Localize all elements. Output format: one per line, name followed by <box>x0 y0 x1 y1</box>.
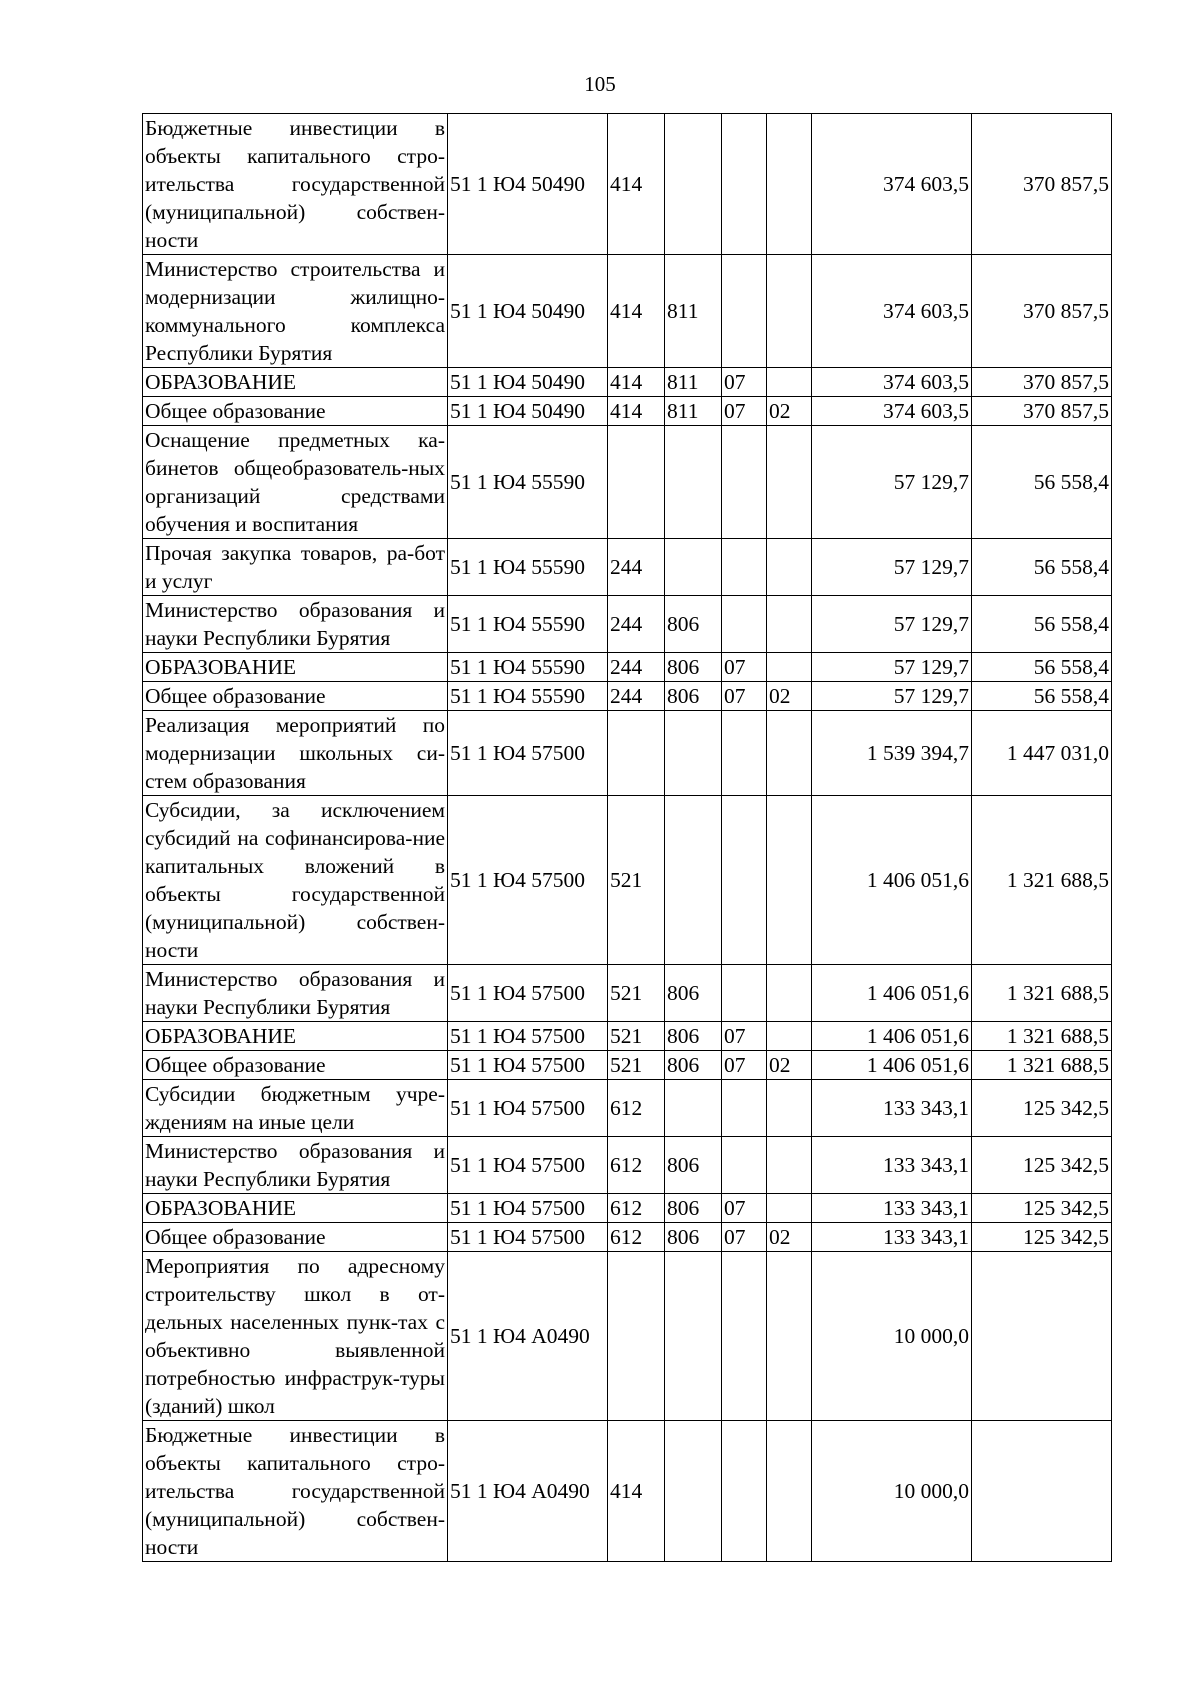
target-code-cell: 51 1 Ю4 55590 <box>448 653 608 682</box>
expense-type-cell: 414 <box>608 255 665 368</box>
amount-year2-cell: 125 342,5 <box>972 1080 1112 1137</box>
subsection-cell <box>767 1252 812 1421</box>
target-code-cell: 51 1 Ю4 55590 <box>448 596 608 653</box>
section-cell <box>722 539 767 596</box>
amount-year2-cell: 370 857,5 <box>972 368 1112 397</box>
amount-year2-cell: 1 321 688,5 <box>972 1022 1112 1051</box>
target-code-cell: 51 1 Ю4 57500 <box>448 965 608 1022</box>
amount-year1-cell: 374 603,5 <box>812 255 972 368</box>
table-row <box>143 965 1112 1022</box>
row-name-cell: Министерство образования и науки Республики Бурятия <box>143 1137 448 1194</box>
section-cell <box>722 796 767 965</box>
ministry-code-cell: 806 <box>665 1223 722 1252</box>
ministry-code-cell <box>665 1080 722 1137</box>
section-cell: 07 <box>722 1022 767 1051</box>
subsection-cell <box>767 255 812 368</box>
target-code-cell: 51 1 Ю4 57500 <box>448 1080 608 1137</box>
table-row <box>143 255 1112 368</box>
table-row <box>143 711 1112 796</box>
table-row <box>143 1421 1112 1562</box>
table-row <box>143 1137 1112 1194</box>
table-row <box>143 114 1112 255</box>
subsection-cell <box>767 368 812 397</box>
table-row <box>143 1252 1112 1421</box>
ministry-code-cell: 811 <box>665 255 722 368</box>
table-row <box>143 426 1112 539</box>
expense-type-cell: 414 <box>608 1421 665 1562</box>
amount-year1-cell: 10 000,0 <box>812 1252 972 1421</box>
ministry-code-cell <box>665 1252 722 1421</box>
amount-year1-cell: 57 129,7 <box>812 539 972 596</box>
target-code-cell: 51 1 Ю4 57500 <box>448 796 608 965</box>
ministry-code-cell: 806 <box>665 682 722 711</box>
row-name-cell: Реализация мероприятий по модернизации школьных си-стем образования <box>143 711 448 796</box>
subsection-cell <box>767 426 812 539</box>
row-name-cell: ОБРАЗОВАНИЕ <box>143 653 448 682</box>
table-row <box>143 1223 1112 1252</box>
amount-year1-cell: 57 129,7 <box>812 596 972 653</box>
amount-year1-cell: 1 406 051,6 <box>812 1022 972 1051</box>
target-code-cell: 51 1 Ю4 50490 <box>448 255 608 368</box>
amount-year2-cell <box>972 1421 1112 1562</box>
amount-year1-cell: 57 129,7 <box>812 682 972 711</box>
amount-year2-cell: 370 857,5 <box>972 255 1112 368</box>
target-code-cell: 51 1 Ю4 55590 <box>448 426 608 539</box>
section-cell: 07 <box>722 397 767 426</box>
section-cell <box>722 255 767 368</box>
row-name-cell: Субсидии бюджетным учре-ждениям на иные цели <box>143 1080 448 1137</box>
row-name-cell: Мероприятия по адресному строительству школ в от-дельных населенных пунк-тах с объективно выявленной потребностью инфраструк-туры (зданий) школ <box>143 1252 448 1421</box>
amount-year1-cell: 57 129,7 <box>812 426 972 539</box>
section-cell <box>722 965 767 1022</box>
target-code-cell: 51 1 Ю4 57500 <box>448 1223 608 1252</box>
amount-year2-cell: 125 342,5 <box>972 1223 1112 1252</box>
section-cell <box>722 1080 767 1137</box>
expense-type-cell: 521 <box>608 1022 665 1051</box>
amount-year2-cell: 370 857,5 <box>972 397 1112 426</box>
amount-year2-cell <box>972 1252 1112 1421</box>
table-row <box>143 539 1112 596</box>
amount-year2-cell: 1 321 688,5 <box>972 1051 1112 1080</box>
amount-year1-cell: 133 343,1 <box>812 1223 972 1252</box>
ministry-code-cell <box>665 711 722 796</box>
subsection-cell <box>767 796 812 965</box>
target-code-cell: 51 1 Ю4 А0490 <box>448 1421 608 1562</box>
section-cell <box>722 114 767 255</box>
subsection-cell: 02 <box>767 397 812 426</box>
target-code-cell: 51 1 Ю4 50490 <box>448 397 608 426</box>
amount-year1-cell: 57 129,7 <box>812 653 972 682</box>
amount-year1-cell: 133 343,1 <box>812 1080 972 1137</box>
subsection-cell <box>767 1137 812 1194</box>
table-row <box>143 1194 1112 1223</box>
section-cell <box>722 1421 767 1562</box>
expense-type-cell: 521 <box>608 965 665 1022</box>
row-name-cell: Общее образование <box>143 1051 448 1080</box>
budget-table <box>142 113 1112 1562</box>
row-name-cell: Общее образование <box>143 1223 448 1252</box>
amount-year2-cell: 125 342,5 <box>972 1137 1112 1194</box>
amount-year1-cell: 133 343,1 <box>812 1194 972 1223</box>
section-cell: 07 <box>722 682 767 711</box>
row-name-cell: Общее образование <box>143 682 448 711</box>
row-name-cell: Министерство образования и науки Республики Бурятия <box>143 596 448 653</box>
subsection-cell <box>767 1022 812 1051</box>
amount-year2-cell: 56 558,4 <box>972 653 1112 682</box>
expense-type-cell: 521 <box>608 796 665 965</box>
ministry-code-cell: 806 <box>665 596 722 653</box>
row-name-cell: Субсидии, за исключением субсидий на софинансирова-ние капитальных вложений в объекты государственной (муниципальной) собствен-ности <box>143 796 448 965</box>
subsection-cell <box>767 539 812 596</box>
ministry-code-cell <box>665 796 722 965</box>
expense-type-cell: 414 <box>608 368 665 397</box>
subsection-cell: 02 <box>767 1223 812 1252</box>
section-cell <box>722 1137 767 1194</box>
subsection-cell <box>767 653 812 682</box>
amount-year2-cell: 1 447 031,0 <box>972 711 1112 796</box>
target-code-cell: 51 1 Ю4 50490 <box>448 114 608 255</box>
target-code-cell: 51 1 Ю4 55590 <box>448 539 608 596</box>
table-row <box>143 1051 1112 1080</box>
subsection-cell <box>767 1194 812 1223</box>
expense-type-cell: 612 <box>608 1080 665 1137</box>
section-cell: 07 <box>722 1194 767 1223</box>
expense-type-cell: 244 <box>608 596 665 653</box>
amount-year2-cell: 370 857,5 <box>972 114 1112 255</box>
amount-year2-cell: 1 321 688,5 <box>972 796 1112 965</box>
budget-table-body <box>143 114 1112 1562</box>
amount-year1-cell: 1 406 051,6 <box>812 965 972 1022</box>
ministry-code-cell: 811 <box>665 368 722 397</box>
row-name-cell: Общее образование <box>143 397 448 426</box>
table-row <box>143 1080 1112 1137</box>
ministry-code-cell <box>665 1421 722 1562</box>
subsection-cell: 02 <box>767 682 812 711</box>
amount-year2-cell: 1 321 688,5 <box>972 965 1112 1022</box>
expense-type-cell: 612 <box>608 1137 665 1194</box>
row-name-cell: Бюджетные инвестиции в объекты капитального стро-ительства государственной (муниципальной) собствен-ности <box>143 1421 448 1562</box>
table-row <box>143 653 1112 682</box>
table-row <box>143 796 1112 965</box>
expense-type-cell: 244 <box>608 653 665 682</box>
ministry-code-cell: 806 <box>665 1022 722 1051</box>
target-code-cell: 51 1 Ю4 57500 <box>448 1051 608 1080</box>
row-name-cell: Оснащение предметных ка-бинетов общеобразователь-ных организаций средствами обучения и воспитания <box>143 426 448 539</box>
amount-year1-cell: 1 406 051,6 <box>812 1051 972 1080</box>
amount-year2-cell: 125 342,5 <box>972 1194 1112 1223</box>
ministry-code-cell: 806 <box>665 653 722 682</box>
section-cell: 07 <box>722 368 767 397</box>
table-row <box>143 596 1112 653</box>
ministry-code-cell: 811 <box>665 397 722 426</box>
row-name-cell: ОБРАЗОВАНИЕ <box>143 368 448 397</box>
subsection-cell <box>767 596 812 653</box>
row-name-cell: Министерство строительства и модернизации жилищно-коммунального комплекса Республики Бурятия <box>143 255 448 368</box>
row-name-cell: ОБРАЗОВАНИЕ <box>143 1022 448 1051</box>
amount-year1-cell: 374 603,5 <box>812 114 972 255</box>
subsection-cell <box>767 114 812 255</box>
amount-year2-cell: 56 558,4 <box>972 426 1112 539</box>
table-row <box>143 1022 1112 1051</box>
section-cell <box>722 711 767 796</box>
amount-year2-cell: 56 558,4 <box>972 596 1112 653</box>
expense-type-cell: 521 <box>608 1051 665 1080</box>
expense-type-cell <box>608 426 665 539</box>
amount-year1-cell: 374 603,5 <box>812 397 972 426</box>
amount-year1-cell: 374 603,5 <box>812 368 972 397</box>
subsection-cell <box>767 711 812 796</box>
target-code-cell: 51 1 Ю4 57500 <box>448 1194 608 1223</box>
row-name-cell: Бюджетные инвестиции в объекты капитального стро-ительства государственной (муниципальной) собствен-ности <box>143 114 448 255</box>
subsection-cell <box>767 965 812 1022</box>
expense-type-cell: 414 <box>608 114 665 255</box>
amount-year2-cell: 56 558,4 <box>972 539 1112 596</box>
row-name-cell: Министерство образования и науки Республики Бурятия <box>143 965 448 1022</box>
subsection-cell <box>767 1421 812 1562</box>
section-cell: 07 <box>722 1223 767 1252</box>
target-code-cell: 51 1 Ю4 57500 <box>448 1022 608 1051</box>
section-cell: 07 <box>722 1051 767 1080</box>
amount-year1-cell: 1 406 051,6 <box>812 796 972 965</box>
table-row <box>143 682 1112 711</box>
ministry-code-cell: 806 <box>665 1194 722 1223</box>
ministry-code-cell: 806 <box>665 1137 722 1194</box>
amount-year1-cell: 133 343,1 <box>812 1137 972 1194</box>
section-cell <box>722 426 767 539</box>
expense-type-cell: 612 <box>608 1223 665 1252</box>
target-code-cell: 51 1 Ю4 55590 <box>448 682 608 711</box>
expense-type-cell: 244 <box>608 682 665 711</box>
expense-type-cell: 414 <box>608 397 665 426</box>
expense-type-cell <box>608 711 665 796</box>
ministry-code-cell <box>665 539 722 596</box>
target-code-cell: 51 1 Ю4 50490 <box>448 368 608 397</box>
expense-type-cell <box>608 1252 665 1421</box>
section-cell <box>722 596 767 653</box>
table-row <box>143 368 1112 397</box>
row-name-cell: ОБРАЗОВАНИЕ <box>143 1194 448 1223</box>
expense-type-cell: 244 <box>608 539 665 596</box>
amount-year1-cell: 10 000,0 <box>812 1421 972 1562</box>
page-number: 105 <box>584 72 616 96</box>
subsection-cell <box>767 1080 812 1137</box>
amount-year1-cell: 1 539 394,7 <box>812 711 972 796</box>
ministry-code-cell: 806 <box>665 1051 722 1080</box>
subsection-cell: 02 <box>767 1051 812 1080</box>
amount-year2-cell: 56 558,4 <box>972 682 1112 711</box>
ministry-code-cell <box>665 426 722 539</box>
table-row <box>143 397 1112 426</box>
target-code-cell: 51 1 Ю4 57500 <box>448 1137 608 1194</box>
ministry-code-cell <box>665 114 722 255</box>
section-cell: 07 <box>722 653 767 682</box>
ministry-code-cell: 806 <box>665 965 722 1022</box>
section-cell <box>722 1252 767 1421</box>
target-code-cell: 51 1 Ю4 57500 <box>448 711 608 796</box>
row-name-cell: Прочая закупка товаров, ра-бот и услуг <box>143 539 448 596</box>
target-code-cell: 51 1 Ю4 А0490 <box>448 1252 608 1421</box>
expense-type-cell: 612 <box>608 1194 665 1223</box>
